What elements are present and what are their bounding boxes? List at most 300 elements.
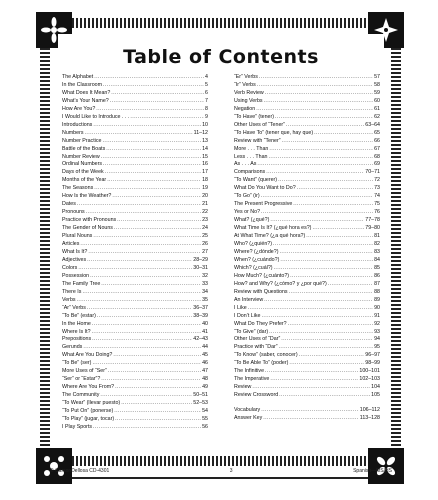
toc-leader-dots xyxy=(270,376,358,384)
star-ornament-icon xyxy=(368,448,404,484)
toc-entry xyxy=(234,249,380,257)
toc-entry-title: “Ir” Verbs xyxy=(234,81,256,88)
toc-entry-page: 19 xyxy=(202,185,208,192)
toc-entry-title: More Uses of “Ser” xyxy=(62,368,107,375)
toc-entry-page: 20 xyxy=(202,193,208,200)
toc-leader-dots xyxy=(280,257,373,265)
toc-entry-title: What Is It? xyxy=(62,248,88,255)
toc-entry xyxy=(62,177,208,185)
toc-entry xyxy=(234,130,380,138)
toc-leader-dots xyxy=(257,161,373,169)
toc-entry-title: The Seasons xyxy=(62,185,94,192)
toc-entry-page: 34 xyxy=(202,288,208,295)
toc-entry-page: 82 xyxy=(374,241,380,248)
toc-entry xyxy=(62,384,208,392)
toc-entry xyxy=(62,90,208,98)
toc-entry-title: What Do They Prefer? xyxy=(234,320,287,327)
toc-entry-title: “To Wear” (llevar puesto) xyxy=(62,400,121,407)
toc-leader-dots xyxy=(92,329,202,337)
toc-leader-dots xyxy=(90,273,201,281)
toc-entry-page: 62 xyxy=(374,113,380,120)
toc-entry-page: 93 xyxy=(374,328,380,335)
toc-leader-dots xyxy=(274,265,374,273)
toc-entry-page: 42–43 xyxy=(193,336,208,343)
toc-leader-dots xyxy=(87,257,192,265)
toc-entry-title: The Infinitive xyxy=(234,368,265,375)
toc-entry-page: 5 xyxy=(205,81,208,88)
toc-entry-title: “To Want” (querer) xyxy=(234,177,278,184)
toc-leader-dots xyxy=(273,241,373,249)
toc-entry xyxy=(234,225,380,233)
toc-leader-dots xyxy=(256,106,373,114)
toc-entry-page: 35 xyxy=(202,296,208,303)
toc-entry xyxy=(234,313,380,321)
toc-entry-title: Pronouns xyxy=(62,209,85,216)
toc-entry xyxy=(62,74,208,82)
toc-entry-page: 76 xyxy=(374,209,380,216)
toc-entry-title: Other Uses of “Tener” xyxy=(234,121,285,128)
border-band-bottom xyxy=(40,456,401,466)
toc-entry xyxy=(62,392,208,400)
toc-entry-page: 24 xyxy=(202,225,208,232)
toc-entry-title: “Ser” or “Estar”? xyxy=(62,376,101,383)
toc-entry xyxy=(62,233,208,241)
toc-entry-title: Days of the Week xyxy=(62,169,104,176)
toc-entry-title: Number Practice xyxy=(62,137,102,144)
toc-entry xyxy=(62,209,208,217)
toc-entry-title: Vocabulary xyxy=(234,407,261,414)
toc-leader-dots xyxy=(121,400,192,408)
toc-entry-title: Battle of the Boats xyxy=(62,145,106,152)
toc-entry-page: 83 xyxy=(374,248,380,255)
toc-entry-title: I Don’t Like xyxy=(234,312,261,319)
toc-leader-dots xyxy=(117,217,201,225)
toc-leader-dots xyxy=(113,352,201,360)
toc-leader-dots xyxy=(85,130,193,138)
toc-leader-dots xyxy=(261,407,359,415)
toc-entry xyxy=(62,400,208,408)
toc-entry-page: 105 xyxy=(371,392,380,399)
toc-entry xyxy=(62,424,208,432)
toc-entry xyxy=(62,416,208,424)
toc-entry xyxy=(62,106,208,114)
toc-entry-page: 28–29 xyxy=(193,256,208,263)
toc-entry-page: 44 xyxy=(202,344,208,351)
toc-entry-title: Other Uses of “Dar” xyxy=(234,336,281,343)
toc-entry-title: Ordinal Numbers xyxy=(62,161,103,168)
toc-entry xyxy=(62,257,208,265)
toc-entry-page: 113–128 xyxy=(359,415,380,422)
toc-leader-dots xyxy=(312,225,364,233)
toc-entry xyxy=(62,336,208,344)
toc-entry-page: 40 xyxy=(202,320,208,327)
toc-entry xyxy=(234,392,380,400)
toc-entry-title: Answer Key xyxy=(234,415,263,422)
toc-leader-dots xyxy=(269,146,373,154)
toc-entry-title: “To Go” (ir) xyxy=(234,193,260,200)
toc-entry-title: How Is the Weather? xyxy=(62,193,112,200)
toc-leader-dots xyxy=(96,106,204,114)
footer-page-number: 3 xyxy=(229,468,233,474)
toc-leader-dots xyxy=(257,82,373,90)
toc-entry-page: 72 xyxy=(374,177,380,184)
toc-entry xyxy=(234,407,380,415)
toc-entry-title: “To Play” (jugar, tocar) xyxy=(62,415,115,422)
toc-entry xyxy=(62,122,208,130)
toc-entry-title: Gerunds xyxy=(62,344,83,351)
toc-leader-dots xyxy=(269,329,373,337)
toc-entry-page: 23 xyxy=(202,217,208,224)
toc-entry-page: 38–39 xyxy=(193,312,208,319)
toc-leader-dots xyxy=(115,416,201,424)
toc-leader-dots xyxy=(130,114,204,122)
toc-entry-title: The Imperative xyxy=(234,376,270,383)
toc-entry-title: There Is xyxy=(62,288,82,295)
toc-entry xyxy=(234,344,380,352)
toc-leader-dots xyxy=(101,281,201,289)
toc-entry-title: Verbs xyxy=(62,296,76,303)
toc-entry-page: 87 xyxy=(374,280,380,287)
toc-entry-title: I Play Sports xyxy=(62,423,93,430)
toc-entry xyxy=(234,321,380,329)
toc-leader-dots xyxy=(94,185,201,193)
toc-entry xyxy=(234,114,380,122)
toc-entry-title: How? and Why? (¿cómo? y ¿por qué?) xyxy=(234,280,327,287)
toc-entry-title: What’s Your Name? xyxy=(62,97,109,104)
toc-entry xyxy=(234,273,380,281)
toc-entry-page: 66 xyxy=(374,137,380,144)
toc-entry xyxy=(234,415,380,423)
toc-entry xyxy=(234,74,380,82)
toc-entry-title: The Community xyxy=(62,392,100,399)
toc-leader-dots xyxy=(107,177,201,185)
toc-leader-dots xyxy=(103,82,204,90)
toc-entry-title: The Alphabet xyxy=(62,74,94,80)
toc-leader-dots xyxy=(78,265,192,273)
toc-entry-title: Review Crossword xyxy=(234,392,279,399)
toc-leader-dots xyxy=(83,344,201,352)
toc-leader-dots xyxy=(111,90,204,98)
toc-entry-page: 70–71 xyxy=(365,169,380,176)
toc-leader-dots xyxy=(110,98,204,106)
toc-leader-dots xyxy=(115,384,201,392)
toc-leader-dots xyxy=(289,289,374,297)
toc-entry-page: 8 xyxy=(205,105,208,112)
toc-entry-page: 30–31 xyxy=(193,264,208,271)
toc-entry xyxy=(234,233,380,241)
toc-entry-page: 106–112 xyxy=(359,407,380,414)
toc-leader-dots xyxy=(328,281,373,289)
toc-leader-dots xyxy=(278,177,373,185)
toc-entry-page: 88 xyxy=(374,288,380,295)
toc-leader-dots xyxy=(93,424,201,432)
toc-entry xyxy=(234,360,380,368)
toc-entry-page: 63–64 xyxy=(365,121,380,128)
border-band-top xyxy=(40,18,401,28)
toc-entry-title: How Are You? xyxy=(62,105,96,112)
toc-entry-title: The Family Tree xyxy=(62,280,101,287)
toc-entry-page: 90 xyxy=(374,304,380,311)
toc-entry xyxy=(234,138,380,146)
toc-entry xyxy=(234,154,380,162)
toc-entry-page: 22 xyxy=(202,209,208,216)
toc-entry-page: 46 xyxy=(202,360,208,367)
toc-leader-dots xyxy=(80,241,201,249)
toc-leader-dots xyxy=(103,161,201,169)
toc-leader-dots xyxy=(289,360,364,368)
toc-leader-dots xyxy=(290,273,373,281)
toc-entry xyxy=(234,146,380,154)
toc-entry-title: “Er” Verbs xyxy=(234,74,258,80)
page-title: Table of Contents xyxy=(123,46,319,68)
toc-entry xyxy=(62,98,208,106)
toc-entry xyxy=(62,273,208,281)
toc-entry-title: “To Have To” (tener que, hay que) xyxy=(234,129,314,136)
toc-entry-page: 96–97 xyxy=(365,352,380,359)
toc-entry-page: 49 xyxy=(202,384,208,391)
toc-entry-page: 36–37 xyxy=(193,304,208,311)
toc-entry-page: 13 xyxy=(202,137,208,144)
toc-entry-title: Colors xyxy=(62,264,78,271)
toc-entry-page: 75 xyxy=(374,201,380,208)
toc-entry-page: 25 xyxy=(202,233,208,240)
toc-entry-page: 11–12 xyxy=(193,129,208,136)
toc-entry-page: 95 xyxy=(374,344,380,351)
toc-entry xyxy=(62,154,208,162)
toc-entry-page: 15 xyxy=(202,153,208,160)
toc-entry-title: What? (¿qué?) xyxy=(234,217,270,224)
toc-leader-dots xyxy=(264,98,374,106)
toc-leader-dots xyxy=(77,297,202,305)
toc-entry-page: 73 xyxy=(374,185,380,192)
toc-leader-dots xyxy=(92,336,192,344)
toc-entry-title: Negation xyxy=(234,105,256,112)
toc-leader-dots xyxy=(306,233,373,241)
toc-entry-page: 84 xyxy=(374,256,380,263)
toc-leader-dots xyxy=(279,344,374,352)
toc-leader-dots xyxy=(108,368,201,376)
toc-entry-page: 33 xyxy=(202,280,208,287)
toc-entry-title: Where Are You From? xyxy=(62,384,115,391)
toc-columns xyxy=(62,74,380,432)
toc-entry-title: Plural Nouns xyxy=(62,233,93,240)
toc-entry-page: 61 xyxy=(374,105,380,112)
toc-entry xyxy=(62,138,208,146)
footer-copyright: © CarsonDellosa CD-4301 xyxy=(50,468,110,474)
toc-entry xyxy=(62,130,208,138)
toc-entry xyxy=(234,297,380,305)
toc-entry-title: Prepositions xyxy=(62,336,92,343)
toc-entry xyxy=(234,90,380,98)
toc-entry xyxy=(62,146,208,154)
toc-entry xyxy=(62,321,208,329)
toc-entry-page: 74 xyxy=(374,193,380,200)
toc-entry-page: 4 xyxy=(205,74,208,80)
toc-entry xyxy=(234,98,380,106)
toc-entry-title: “To Give” (dar) xyxy=(234,328,269,335)
toc-entry xyxy=(234,376,380,384)
toc-entry-page: 47 xyxy=(202,368,208,375)
toc-entry-title: Possession xyxy=(62,272,90,279)
toc-leader-dots xyxy=(262,313,374,321)
toc-entry-page: 57 xyxy=(374,74,380,80)
toc-leader-dots xyxy=(248,305,373,313)
toc-entry xyxy=(62,329,208,337)
toc-entry-page: 102–103 xyxy=(359,376,380,383)
toc-entry-title: Number Review xyxy=(62,153,100,160)
toc-leader-dots xyxy=(263,415,359,423)
toc-entry xyxy=(62,241,208,249)
toc-entry-title: Where? (¿dónde?) xyxy=(234,248,279,255)
toc-entry-page: 77–78 xyxy=(365,217,380,224)
toc-entry-page: 26 xyxy=(202,241,208,248)
toc-entry-title: Numbers xyxy=(62,129,84,136)
toc-entry-title: When? (¿cuándo?) xyxy=(234,256,280,263)
toc-entry-title: The Gender of Nouns xyxy=(62,225,113,232)
toc-entry-page: 94 xyxy=(374,336,380,343)
toc-entry-title: “To Have” (tener) xyxy=(234,113,275,120)
toc-entry-page: 9 xyxy=(205,113,208,120)
toc-entry xyxy=(234,352,380,360)
toc-entry xyxy=(234,82,380,90)
toc-entry-title: What Are You Doing? xyxy=(62,352,113,359)
toc-right-column xyxy=(234,74,380,432)
toc-entry-title: Review xyxy=(234,384,252,391)
toc-entry-page: 14 xyxy=(202,145,208,152)
toc-entry-title: How Much? (¿cuánto?) xyxy=(234,272,290,279)
toc-leader-dots xyxy=(93,233,201,241)
toc-entry xyxy=(234,217,380,225)
toc-leader-dots xyxy=(105,169,201,177)
toc-entry xyxy=(62,114,208,122)
toc-leader-dots xyxy=(266,169,364,177)
toc-entry-title: As . . . As xyxy=(234,161,257,168)
toc-entry-page: 18 xyxy=(202,177,208,184)
toc-leader-dots xyxy=(261,209,373,217)
toc-entry xyxy=(234,257,380,265)
toc-entry xyxy=(62,161,208,169)
toc-leader-dots xyxy=(97,313,192,321)
toc-leader-dots xyxy=(279,249,373,257)
toc-entry xyxy=(234,122,380,130)
toc-entry xyxy=(234,201,380,209)
toc-entry xyxy=(62,289,208,297)
toc-leader-dots xyxy=(112,193,201,201)
toc-entry-page: 16 xyxy=(202,161,208,168)
toc-leader-dots xyxy=(265,90,373,98)
toc-leader-dots xyxy=(275,114,373,122)
toc-entry-page: 6 xyxy=(205,89,208,96)
toc-leader-dots xyxy=(114,408,201,416)
toc-entry-title: Where Is It? xyxy=(62,328,91,335)
border-band-left xyxy=(40,18,50,466)
toc-leader-dots xyxy=(102,138,201,146)
toc-entry-title: I Like xyxy=(234,304,247,311)
toc-entry-title: What Do You Want to Do? xyxy=(234,185,296,192)
toc-entry-page: 54 xyxy=(202,408,208,415)
toc-leader-dots xyxy=(106,146,201,154)
toc-entry-title: In the Home xyxy=(62,320,91,327)
toc-entry-title: An Interview xyxy=(234,296,264,303)
toc-entry-title: I Would Like to Introduce . . . xyxy=(62,113,130,120)
toc-entry-page: 41 xyxy=(202,328,208,335)
toc-entry xyxy=(62,297,208,305)
toc-entry-title: Less . . . Than xyxy=(234,153,268,160)
toc-entry-title: Review with Questions xyxy=(234,288,288,295)
toc-leader-dots xyxy=(314,130,373,138)
toc-leader-dots xyxy=(77,201,201,209)
toc-leader-dots xyxy=(92,360,201,368)
toc-entry xyxy=(62,344,208,352)
toc-leader-dots xyxy=(265,368,358,376)
toc-leader-dots xyxy=(92,321,201,329)
toc-entry xyxy=(62,185,208,193)
toc-entry xyxy=(62,408,208,416)
toc-entry-page: 56 xyxy=(202,423,208,430)
toc-entry-page: 65 xyxy=(374,129,380,136)
toc-entry-page: 92 xyxy=(374,320,380,327)
toc-leader-dots xyxy=(270,217,364,225)
toc-entry xyxy=(62,225,208,233)
toc-entry-page: 89 xyxy=(374,296,380,303)
toc-entry-page: 100–101 xyxy=(359,368,380,375)
toc-leader-dots xyxy=(268,154,373,162)
toc-entry-title: More . . . Than xyxy=(234,145,269,152)
toc-entry xyxy=(62,376,208,384)
toc-entry-title: What Does It Mean? xyxy=(62,89,111,96)
toc-entry xyxy=(234,384,380,392)
toc-leader-dots xyxy=(114,225,201,233)
toc-entry xyxy=(62,169,208,177)
toc-entry-title: “To Put On” (ponerse) xyxy=(62,408,114,415)
toc-entry xyxy=(234,281,380,289)
toc-left-column xyxy=(62,74,208,432)
toc-entry-page: 85 xyxy=(374,264,380,271)
toc-entry-title: What Time Is It? (¿qué hora es?) xyxy=(234,225,312,232)
toc-leader-dots xyxy=(87,305,192,313)
toc-entry-title: Which? (¿cuál?) xyxy=(234,264,273,271)
toc-leader-dots xyxy=(264,297,373,305)
toc-leader-dots xyxy=(282,138,374,146)
toc-entry xyxy=(234,106,380,114)
toc-entry-page: 55 xyxy=(202,415,208,422)
toc-entry-page: 58 xyxy=(374,81,380,88)
toc-leader-dots xyxy=(279,392,370,400)
toc-leader-dots xyxy=(261,193,373,201)
toc-entry xyxy=(62,193,208,201)
toc-entry xyxy=(234,368,380,376)
toc-entry-title: Dates xyxy=(62,201,76,208)
toc-entry-title: Practice with “Dar” xyxy=(234,344,278,351)
toc-entry xyxy=(234,161,380,169)
toc-entry xyxy=(234,289,380,297)
toc-entry xyxy=(234,177,380,185)
toc-entry-page: 7 xyxy=(205,97,208,104)
toc-entry xyxy=(62,352,208,360)
toc-entry-title: “To Know” (saber, conocer) xyxy=(234,352,298,359)
toc-entry xyxy=(234,329,380,337)
page-content xyxy=(58,34,384,448)
toc-entry-title: The Present Progressive xyxy=(234,201,293,208)
toc-leader-dots xyxy=(297,185,373,193)
border-band-right xyxy=(391,18,401,466)
toc-entry-title: Using Verbs xyxy=(234,97,263,104)
toc-entry-page: 27 xyxy=(202,248,208,255)
toc-entry-page: 81 xyxy=(374,233,380,240)
toc-entry-page: 59 xyxy=(374,89,380,96)
toc-leader-dots xyxy=(293,201,373,209)
toc-entry-title: Review with “Tener” xyxy=(234,137,281,144)
